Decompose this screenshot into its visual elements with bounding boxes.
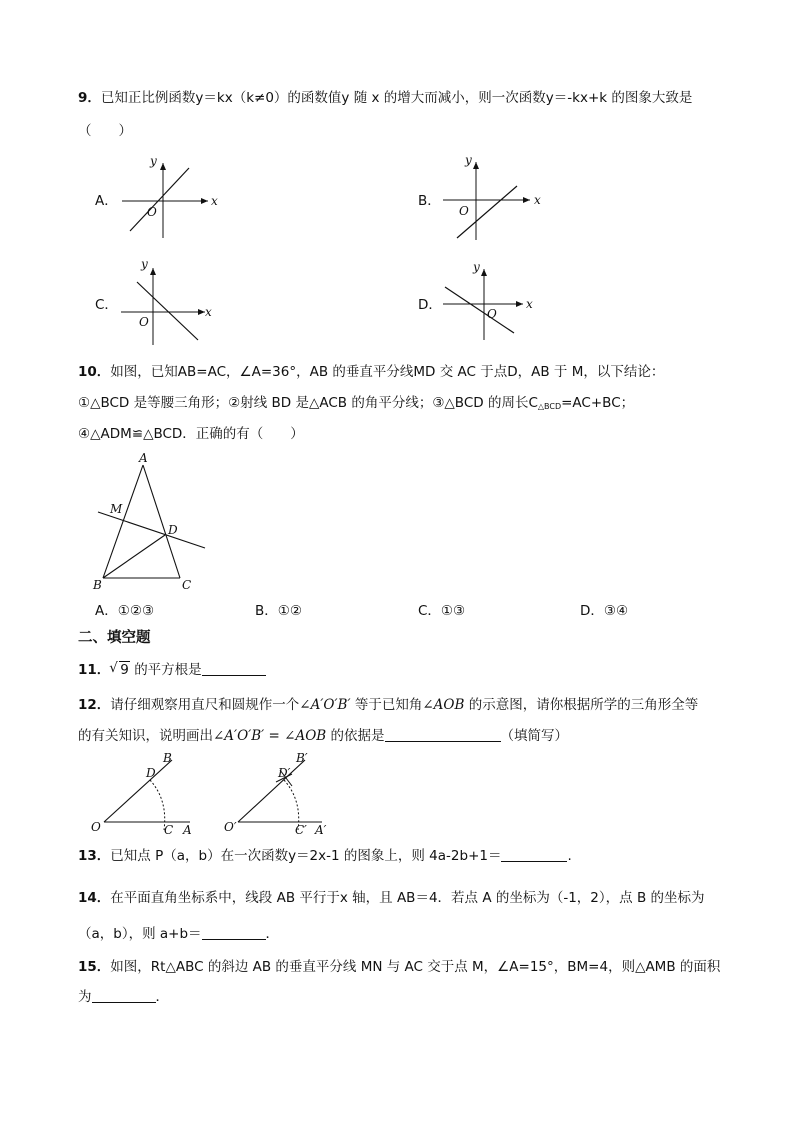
q10-option-a[interactable]: A．①②③ xyxy=(95,603,155,619)
q12-equation: ∠A′O′B′ = ∠AOB xyxy=(213,728,327,744)
q10-label-a: A xyxy=(139,451,148,465)
q14-number: 14． xyxy=(78,890,111,906)
q10-stem-line3: ④△ADM≌△BCD．正确的有（ ） xyxy=(78,426,304,442)
q9-a-y-label: y xyxy=(150,154,157,168)
q10-text-2b: =AC+BC； xyxy=(561,395,635,411)
q9-option-c-label[interactable]: C． xyxy=(95,297,118,313)
q14-answer-blank[interactable] xyxy=(202,925,266,940)
q10-label-m: M xyxy=(110,502,123,516)
q9-d-x-label: x xyxy=(526,297,533,311)
q9-b-y-label: y xyxy=(465,153,472,167)
q9-option-d-label[interactable]: D． xyxy=(418,297,442,313)
q9-answer-paren: （ ） xyxy=(78,123,132,139)
q11-number: 11． xyxy=(78,662,111,678)
q10-option-c[interactable]: C．①③ xyxy=(418,603,466,619)
q10-label-b: B xyxy=(93,578,102,592)
q12-f1-a: A xyxy=(183,823,192,837)
q14-text-1: 在平面直角坐标系中，线段 AB 平行于x 轴，且 AB＝4．若点 A 的坐标为（-1，2），点 B 的坐标为 xyxy=(110,890,705,906)
q14-line2 xyxy=(78,924,279,944)
q13-number: 13． xyxy=(78,848,111,864)
section-2-heading: 二、填空题 xyxy=(78,630,151,646)
q11-radicand: 9 xyxy=(120,662,129,678)
q12-f2-a: A′ xyxy=(315,823,327,837)
q10-option-d[interactable]: D．③④ xyxy=(580,603,629,619)
q12-f2-o: O′ xyxy=(224,820,237,834)
q10-text-2a: ①△BCD 是等腰三角形；②射线 BD 是△ACB 的角平分线；③△BCD 的周长C xyxy=(78,395,538,411)
q9-number: 9． xyxy=(78,90,101,106)
q13-answer-blank[interactable] xyxy=(501,847,567,862)
q10-label-d: D xyxy=(168,523,178,537)
q10-label-c: C xyxy=(182,578,192,592)
q12-number: 12． xyxy=(78,697,111,713)
q12-f1-c: C xyxy=(164,823,174,837)
q12-angle1: ∠A′O′B′ xyxy=(299,697,351,713)
q9-c-y-label: y xyxy=(141,257,148,271)
q12-f2-b: B′ xyxy=(296,751,308,765)
q15-end: ． xyxy=(155,989,169,1005)
q9-a-x-label: x xyxy=(211,194,218,208)
q12-text-1c: 的示意图，请你根据所学的三角形全等 xyxy=(468,697,699,713)
q10-text-2-sub: △BCD xyxy=(537,402,562,411)
q15-line2 xyxy=(78,987,169,1007)
q12-f2-c: C′ xyxy=(295,823,307,837)
q12-angle2: ∠AOB xyxy=(422,697,465,713)
q14-line1 xyxy=(78,888,705,908)
q12-text-1a: 请仔细观察用直尺和圆规作一个 xyxy=(110,697,300,713)
q9-option-a-label[interactable]: A． xyxy=(95,193,118,209)
q11-text: 的平方根是 xyxy=(134,662,202,678)
q9-d-origin: O xyxy=(487,307,497,321)
q12-text-2a: 的有关知识，说明画出 xyxy=(78,728,213,744)
q15-line1 xyxy=(78,957,720,977)
q9-d-y-label: y xyxy=(473,260,480,274)
q10-text-1: 如图，已知AB=AC，∠A=36°，AB 的垂直平分线MD 交 AC 于点D，AB 于 M，以下结论： xyxy=(110,364,665,380)
q9-b-x-label: x xyxy=(534,193,541,207)
q13-text: 已知点 P（a，b）在一次函数y＝2x-1 的图象上，则 4a-2b+1＝ xyxy=(110,848,502,864)
q15-text-1: 如图，Rt△ABC 的斜边 AB 的垂直平分线 MN 与 AC 交于点 M，∠A=15°，BM=4，则△AMB 的面积 xyxy=(110,959,721,975)
q12-text-2c: （填简写） xyxy=(500,728,568,744)
q9-b-origin: O xyxy=(459,204,469,218)
q10-number: 10． xyxy=(78,364,111,380)
q10-option-b[interactable]: B．①② xyxy=(255,603,302,619)
q12-text-1b: 等于已知角 xyxy=(354,697,423,713)
q15-answer-blank[interactable] xyxy=(92,988,156,1003)
q12-f2-d: D′ xyxy=(278,766,291,780)
q9-text: 已知正比例函数y＝kx（k≠0）的函数值y 随 x 的增大而减小，则一次函数y＝-kx+k 的图象大致是 xyxy=(100,90,693,106)
q9-c-origin: O xyxy=(139,315,149,329)
q13-end: . xyxy=(567,848,572,864)
q9-a-origin: O xyxy=(147,205,157,219)
q9-option-b-label[interactable]: B． xyxy=(418,193,441,209)
q13 xyxy=(78,846,572,866)
q12-f1-b: B xyxy=(163,751,172,765)
q14-end: ． xyxy=(265,926,280,942)
q14-text-2: （a，b），则 a+b＝ xyxy=(78,926,202,942)
q12-f1-o: O xyxy=(91,820,101,834)
q12-text-2b: 的依据是 xyxy=(330,728,385,744)
q12-f1-d: D xyxy=(146,766,156,780)
q9-c-x-label: x xyxy=(205,305,212,319)
q15-number: 15． xyxy=(78,959,111,975)
q15-text-2: 为 xyxy=(78,989,92,1005)
